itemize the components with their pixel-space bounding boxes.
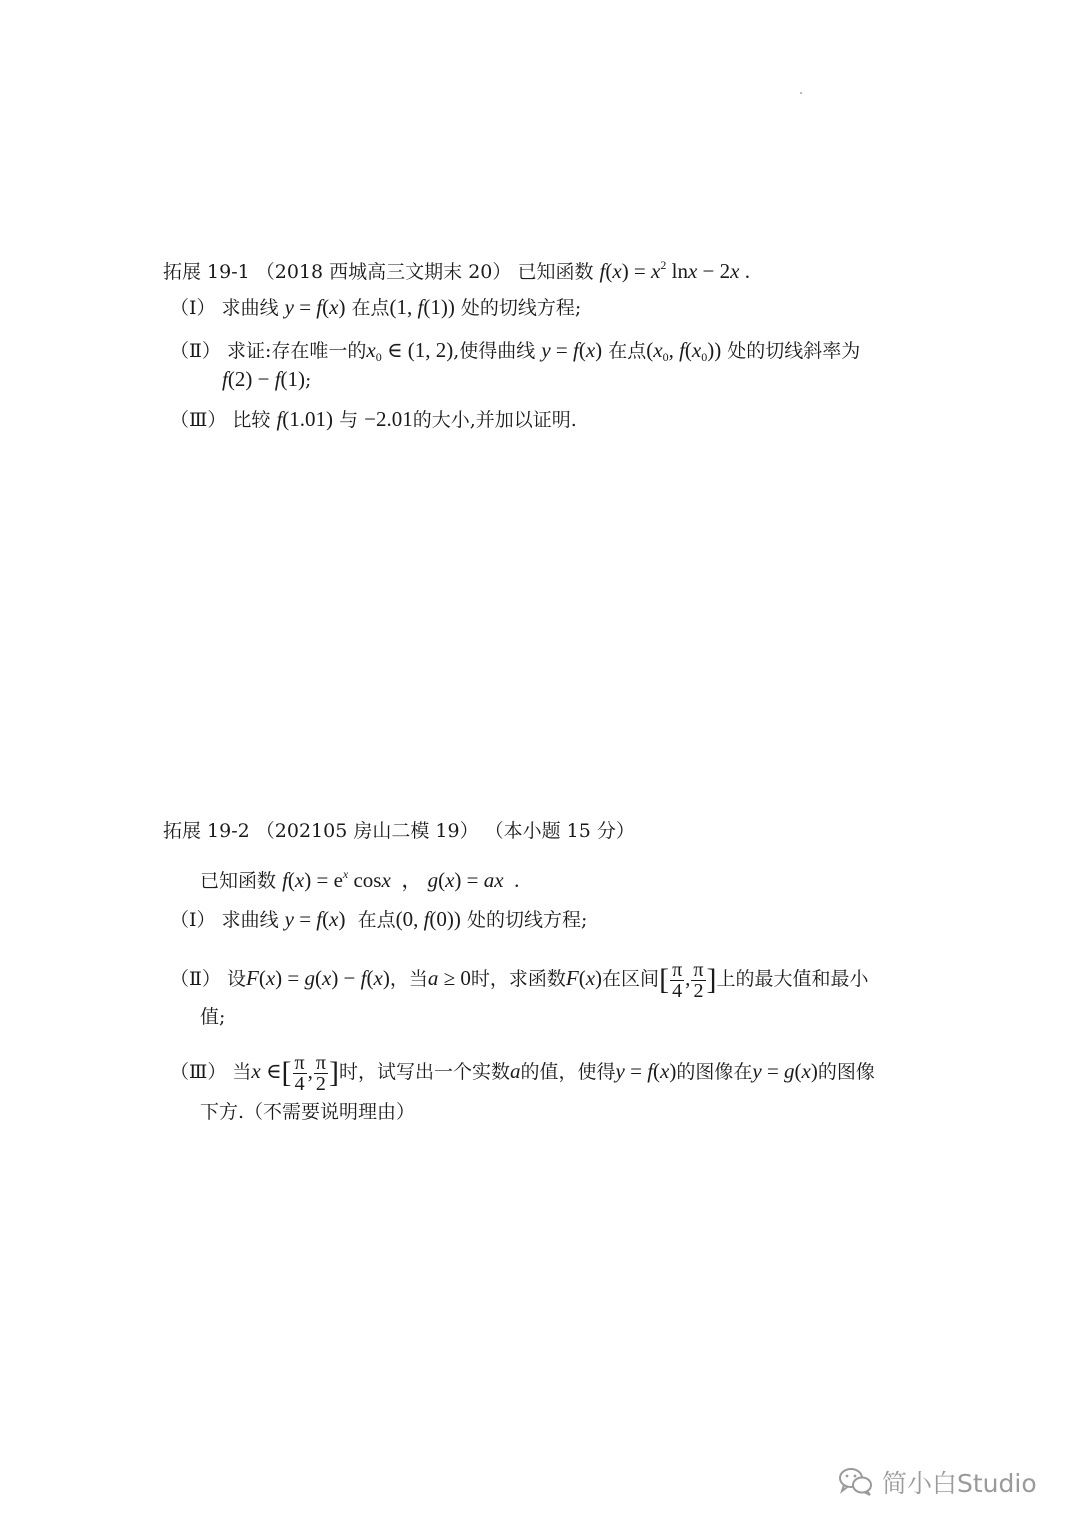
part-marker: （Ⅲ） — [170, 409, 227, 431]
problem1-part2: （Ⅱ） 求证:存在唯一的$x_0$ ∈ (1, 2),使得曲线 y = f(x) 在点($x_0$, $f(x_0)$) 处的切线斜率为 — [170, 338, 861, 364]
problem2-intro: 已知函数 $f(x) = e^x$ cosx ， g(x) = ax . — [200, 867, 520, 892]
problem1-part3: （Ⅲ） 比较 f(1.01) 与 −2.01的大小,并加以证明. — [170, 407, 577, 431]
problem2-label: 拓展 19-2 — [163, 820, 250, 842]
function-definition: $f(x) = x^2$ lnx − 2x . — [599, 258, 750, 283]
problem2-source: （202105 房山二模 19） — [255, 820, 479, 842]
watermark-text: 简小白Studio — [882, 1469, 1037, 1498]
scan-speck — [800, 92, 802, 94]
problem2-score: （本小题 15 分） — [484, 820, 635, 842]
part-marker: （Ⅱ） — [170, 340, 221, 362]
problem2-part3-cont: 下方.（不需要说明理由） — [200, 1101, 416, 1123]
wechat-icon — [838, 1467, 874, 1497]
problem1-part2-cont: f(2) − f(1); — [222, 367, 312, 391]
problem2-part1: （Ⅰ） 求曲线 y = f(x) 在点(0, f(0)) 处的切线方程; — [170, 907, 588, 931]
part-marker: （Ⅱ） — [170, 968, 221, 990]
part-marker: （Ⅲ） — [170, 1061, 227, 1083]
problem2-header — [163, 818, 635, 844]
problem1-source: （2018 西城高三文期末 20） — [255, 261, 512, 283]
problem2-part2-cont: 值; — [200, 1006, 226, 1028]
problem1-header: 拓展 19-1 （2018 西城高三文期末 20） 已知函数 $f(x) = x^2$ lnx − 2x . — [163, 258, 750, 283]
problem1-label: 拓展 19-1 — [163, 261, 250, 283]
problem2-part2: （Ⅱ） 设F(x) = g(x) − f(x)，当a ≥ 0时，求函数F(x)在区间[ $\frac{\pi}{4}$ , $\frac{\pi}{2}$ ]上的最大值和最小 — [170, 958, 869, 1002]
problem2-part3: （Ⅲ） 当x ∈[ $\frac{\pi}{4}$ , $\frac{\pi}{2}$ ]时，试写出一个实数a的值，使得y = f(x)的图像在y = g(x)的图像 — [170, 1051, 875, 1095]
watermark — [838, 1462, 1037, 1502]
part-marker: （Ⅰ） — [170, 297, 216, 319]
problem1-part1: （Ⅰ） 求曲线 y = f(x) 在点(1, f(1)) 处的切线方程; — [170, 295, 582, 319]
part-marker: （Ⅰ） — [170, 909, 216, 931]
